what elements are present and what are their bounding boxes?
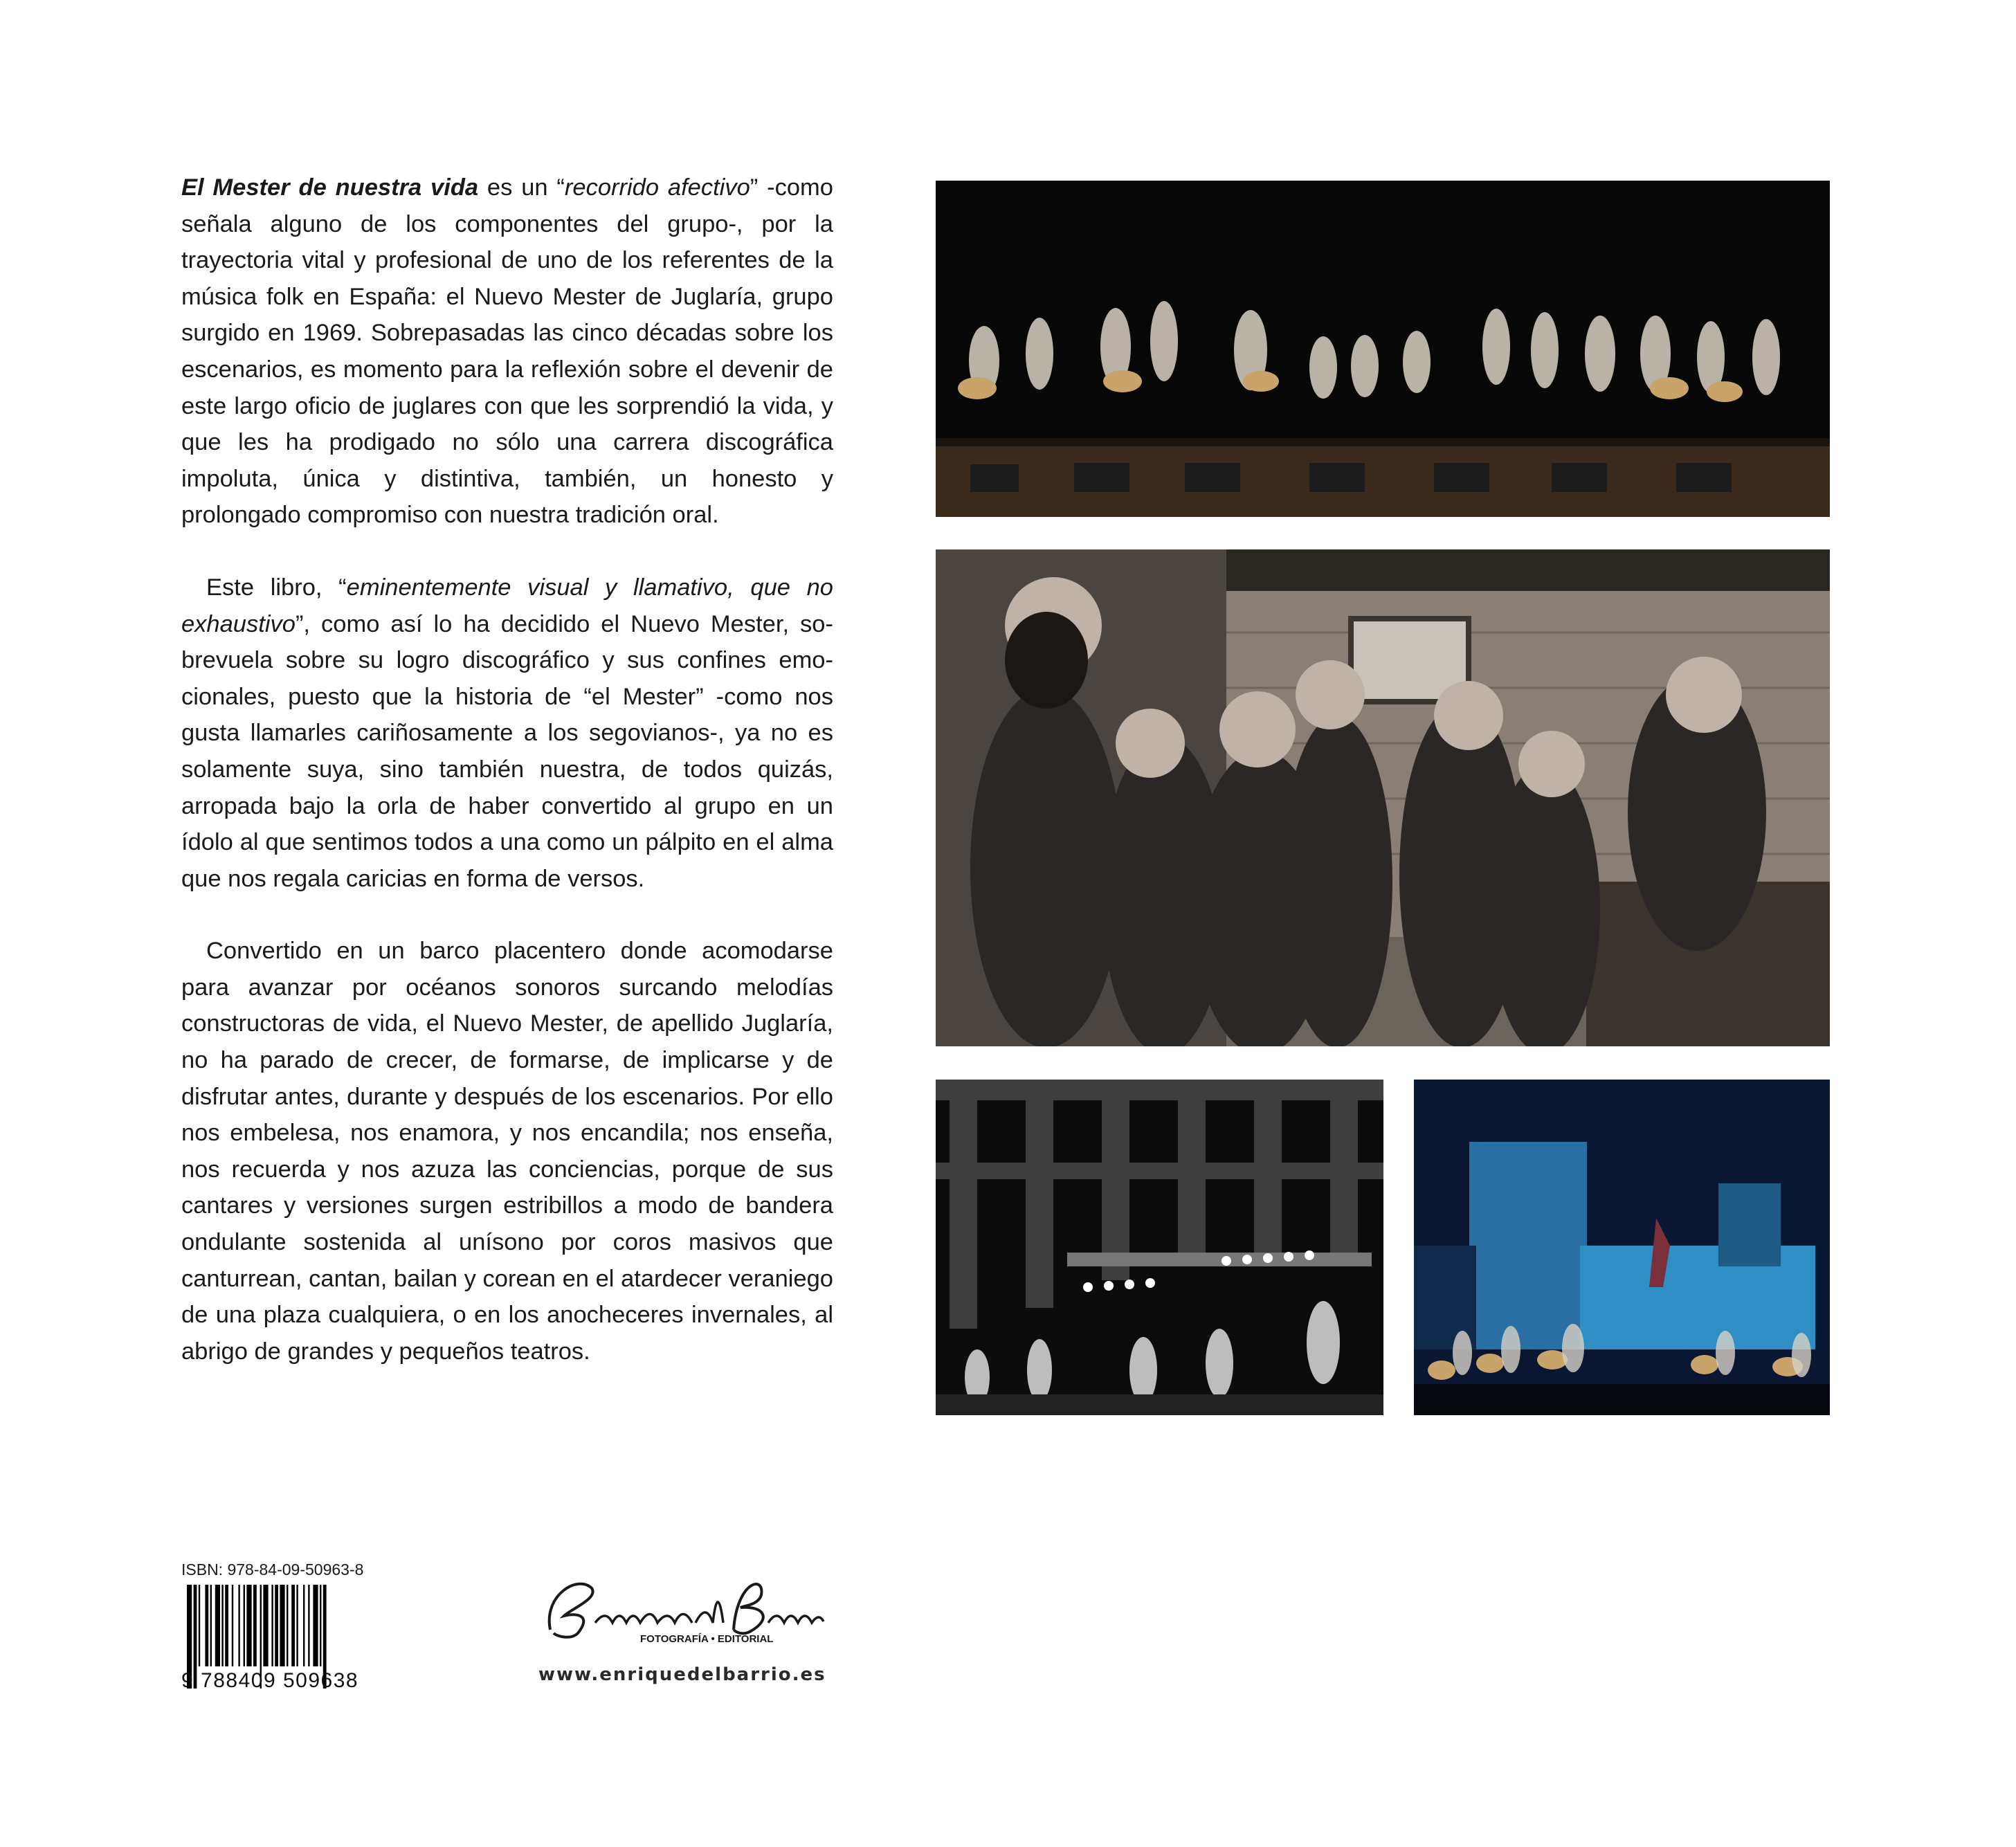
- barcode-bar: [221, 1585, 223, 1666]
- paragraph-1: [181, 170, 833, 534]
- barcode-bar: [215, 1585, 220, 1666]
- paragraph-1-text-b: ” -como señala alguno de los componentes del grupo-, por la trayectoria vital y profesional de uno de los referentes de la música folk en España: el Nuevo Mester de Juglaría, grupo surgido en 1969. Sobrepasadas las cinco décadas sobre los escenarios, es momento para la reflexión sobre el devenir de este largo oficio de juglares con que les sorprendió la vida, y que les ha prodigado no sólo una carrera discográfica impoluta, única y distintiva, también, un honesto y prolongado compromiso con nuestra tradición oral.: [181, 174, 833, 529]
- barcode-bar: [205, 1585, 208, 1666]
- barcode-bar: [308, 1585, 309, 1666]
- photo-group-bar-bw: [936, 549, 1830, 1046]
- book-title: El Mester de nuestra vida: [181, 174, 479, 201]
- paragraph-1-text-a: es un “: [478, 174, 565, 201]
- logo-tagline: FOTOGRAFÍA • EDITORIAL: [640, 1633, 774, 1645]
- photo-aqueduct-concert: [936, 1080, 1383, 1415]
- barcode-bar: [244, 1585, 245, 1666]
- photo-castle-night-concert: [1414, 1080, 1830, 1415]
- paragraph-2: [181, 570, 833, 897]
- barcode-bar: [291, 1585, 295, 1666]
- barcode-bar: [271, 1585, 273, 1666]
- paragraph-3: Convertido en un barco placentero donde acomodarse para avanzar por océanos sonoros surcando melodías constructoras de vida, el Nuevo Mester, de apellido Juglaría, no ha parado de crecer, de formarse, de implicarse y de disfrutar antes, durante y después de los escenarios. Por ello nos embelesa, nos enamora, y nos encandila; nos enseña, nos recuerda y nos azuza las conciencias, porque de sus cantares y versiones surgen estribillos a modo de bandera ondulante sostenida al unísono por coros masivos que canturrean, cantan, bailan y corean en el atardecer veraniego de una plaza cualquiera, o en los anocheceres invernales, al abrigo de grandes y pequeños teatros.: [181, 938, 833, 1365]
- barcode-bar: [199, 1585, 200, 1666]
- barcode-bar: [280, 1585, 284, 1666]
- barcode-bar: [225, 1585, 228, 1666]
- barcode-bar: [246, 1585, 251, 1666]
- publisher-website[interactable]: www.enriquedelbarrio.es: [538, 1664, 826, 1685]
- barcode-bar: [275, 1585, 278, 1666]
- publisher-logo: [536, 1567, 827, 1650]
- barcode-bar: [253, 1585, 257, 1666]
- barcode-bar: [232, 1585, 233, 1666]
- barcode-number: 9 788409 509638: [181, 1669, 359, 1692]
- barcode-bar: [263, 1585, 268, 1666]
- back-cover-text: [181, 170, 833, 1405]
- barcode-bar: [238, 1585, 239, 1666]
- barcode-bar: [296, 1585, 298, 1666]
- barcode-bar: [287, 1585, 288, 1666]
- paragraph-2-text-b: ”, como así lo ha decidido el Nuevo Mester, sobrevuela sobre su logro discográfico y sus confines emocionales, puesto que la historia de “el Mester” -como nos gusta llamarles cariñosamente a los segovianos-, ya no es solamente suya, sino también nuestra, de todos quizás, arropada bajo la orla de haber convertido al grupo en un ídolo al que sentimos todos a una como un pálpito en el alma que nos regala caricias en forma de versos.: [181, 610, 833, 892]
- barcode-bar: [320, 1585, 321, 1666]
- paragraph-2-quote: eminentemente visual y llamativo, que no exhaustivo: [181, 574, 833, 637]
- paragraph-2-text-a: Este libro, “: [206, 574, 347, 601]
- barcode-bar: [313, 1585, 318, 1666]
- paragraph-1-quote: recorrido afectivo: [564, 174, 750, 201]
- barcode-bar: [303, 1585, 305, 1666]
- photo-concert-stage: [936, 181, 1830, 517]
- barcode-bar: [210, 1585, 212, 1666]
- isbn-label: ISBN: 978-84-09-50963-8: [181, 1561, 364, 1578]
